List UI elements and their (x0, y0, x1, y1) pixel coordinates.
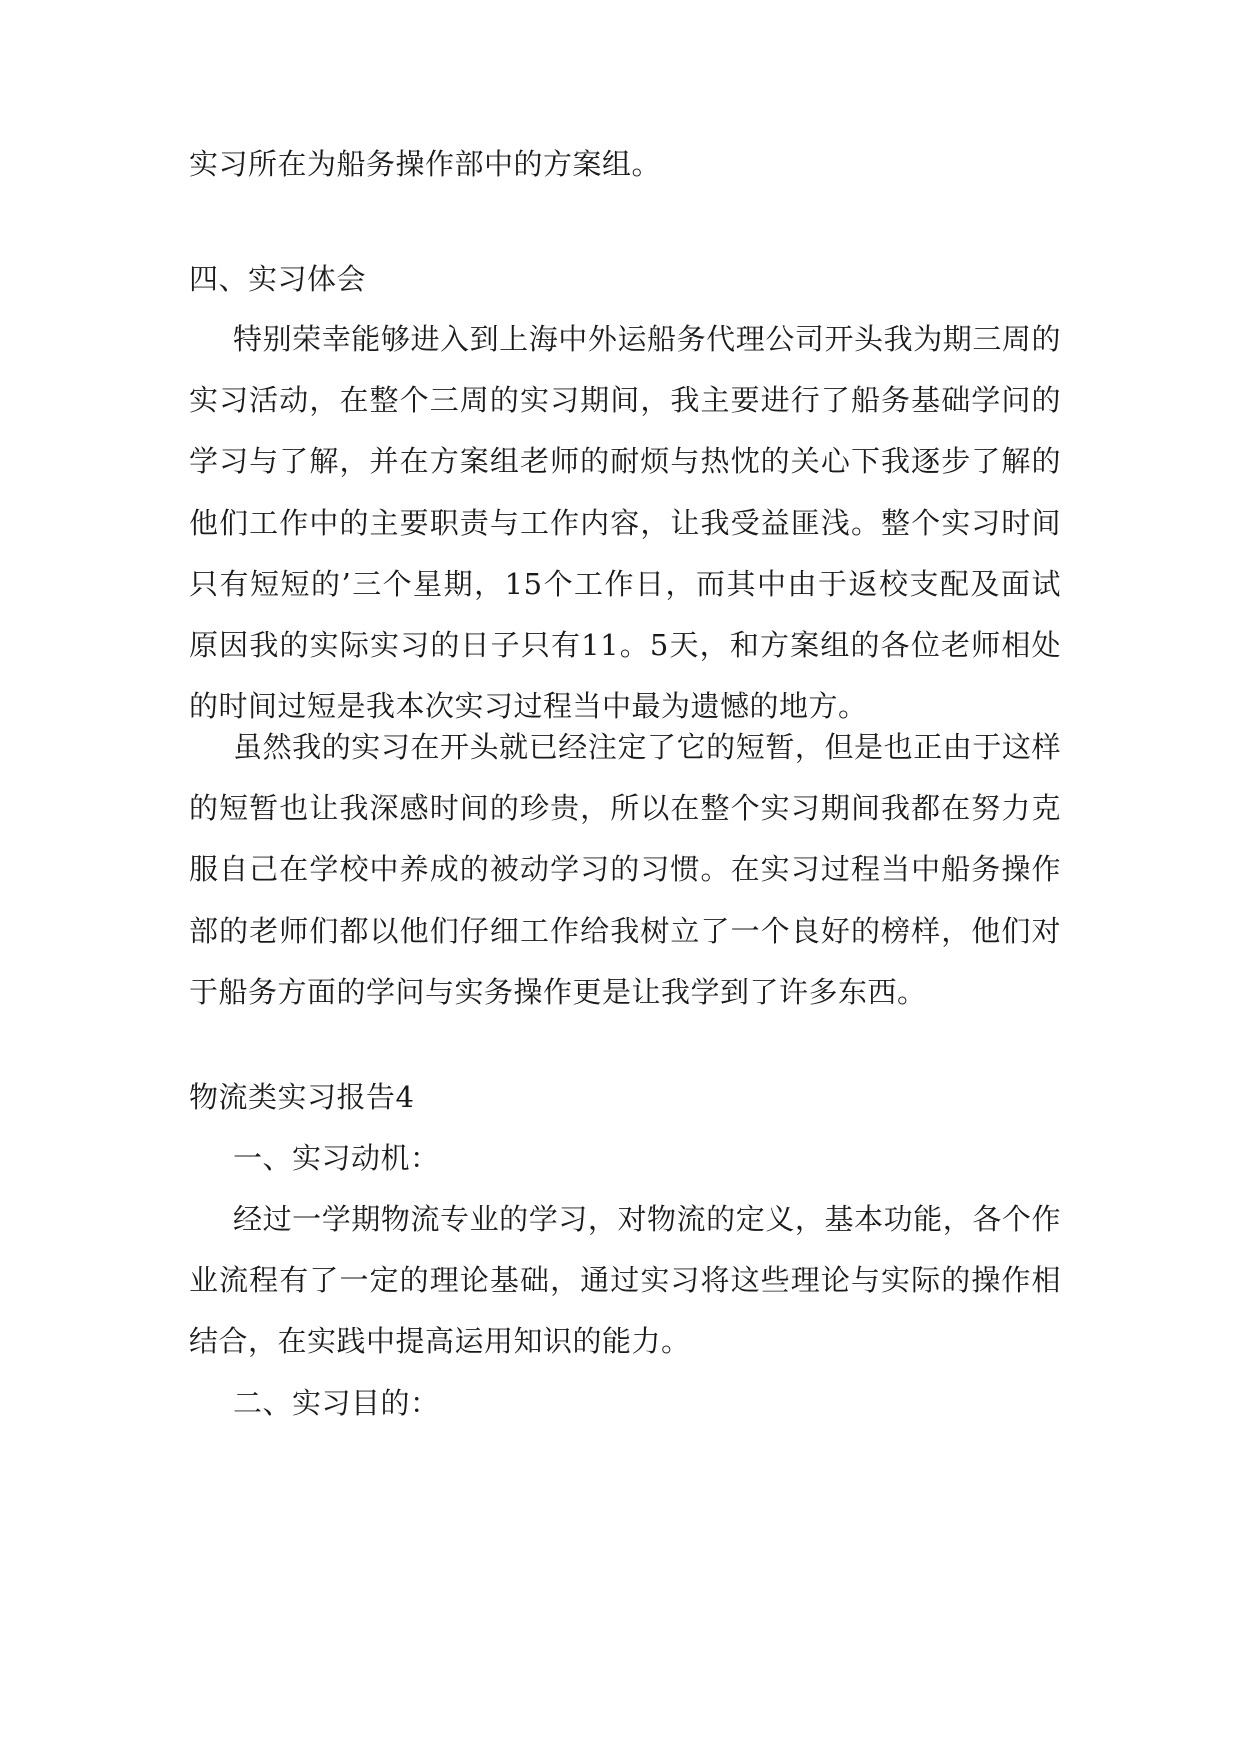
experience-paragraph-2: 虽然我的实习在开头就已经注定了它的短暂，但是也正由于这样的短暂也让我深感时间的珍贵，所以在整个实习期间我都在努力克服自己在学校中养成的被动学习的习惯。在实习过程当中船务操作部的老师们都以他们仔细工作给我树立了一个良好的榜样，他们对于船务方面的学问与实务操作更是让我学到了许多东西。 (189, 730, 1061, 1009)
experience-paragraph-1: 特别荣幸能够进入到上海中外运船务代理公司开头我为期三周的实习活动，在整个三周的实习期间，我主要进行了船务基础学问的学习与了解，并在方案组老师的耐烦与热忱的关心下我逐步了解的他们工作中的主要职责与工作内容，让我受益匪浅。整个实习时间只有短短的’三个星期，15个工作日，而其中由于返校支配及面试原因我的实际实习的日子只有11。5天，和方案组的各位老师相处的时间过短是我本次实习过程当中最为遗憾的地方。 (189, 322, 1061, 724)
section-heading-purpose: 二、实习目的： (233, 1386, 440, 1420)
section-heading-motivation: 一、实习动机： (233, 1141, 440, 1175)
intro-line: 实习所在为船务操作部中的方案组。 (189, 147, 662, 181)
motivation-paragraph: 经过一学期物流专业的学习，对物流的定义，基本功能，各个作业流程有了一定的理论基础，通过实习将这些理论与实际的操作相结合，在实践中提高运用知识的能力。 (189, 1202, 1061, 1359)
section-heading-experience: 四、实习体会 (189, 262, 367, 296)
report-title: 物流类实习报告4 (189, 1080, 415, 1114)
